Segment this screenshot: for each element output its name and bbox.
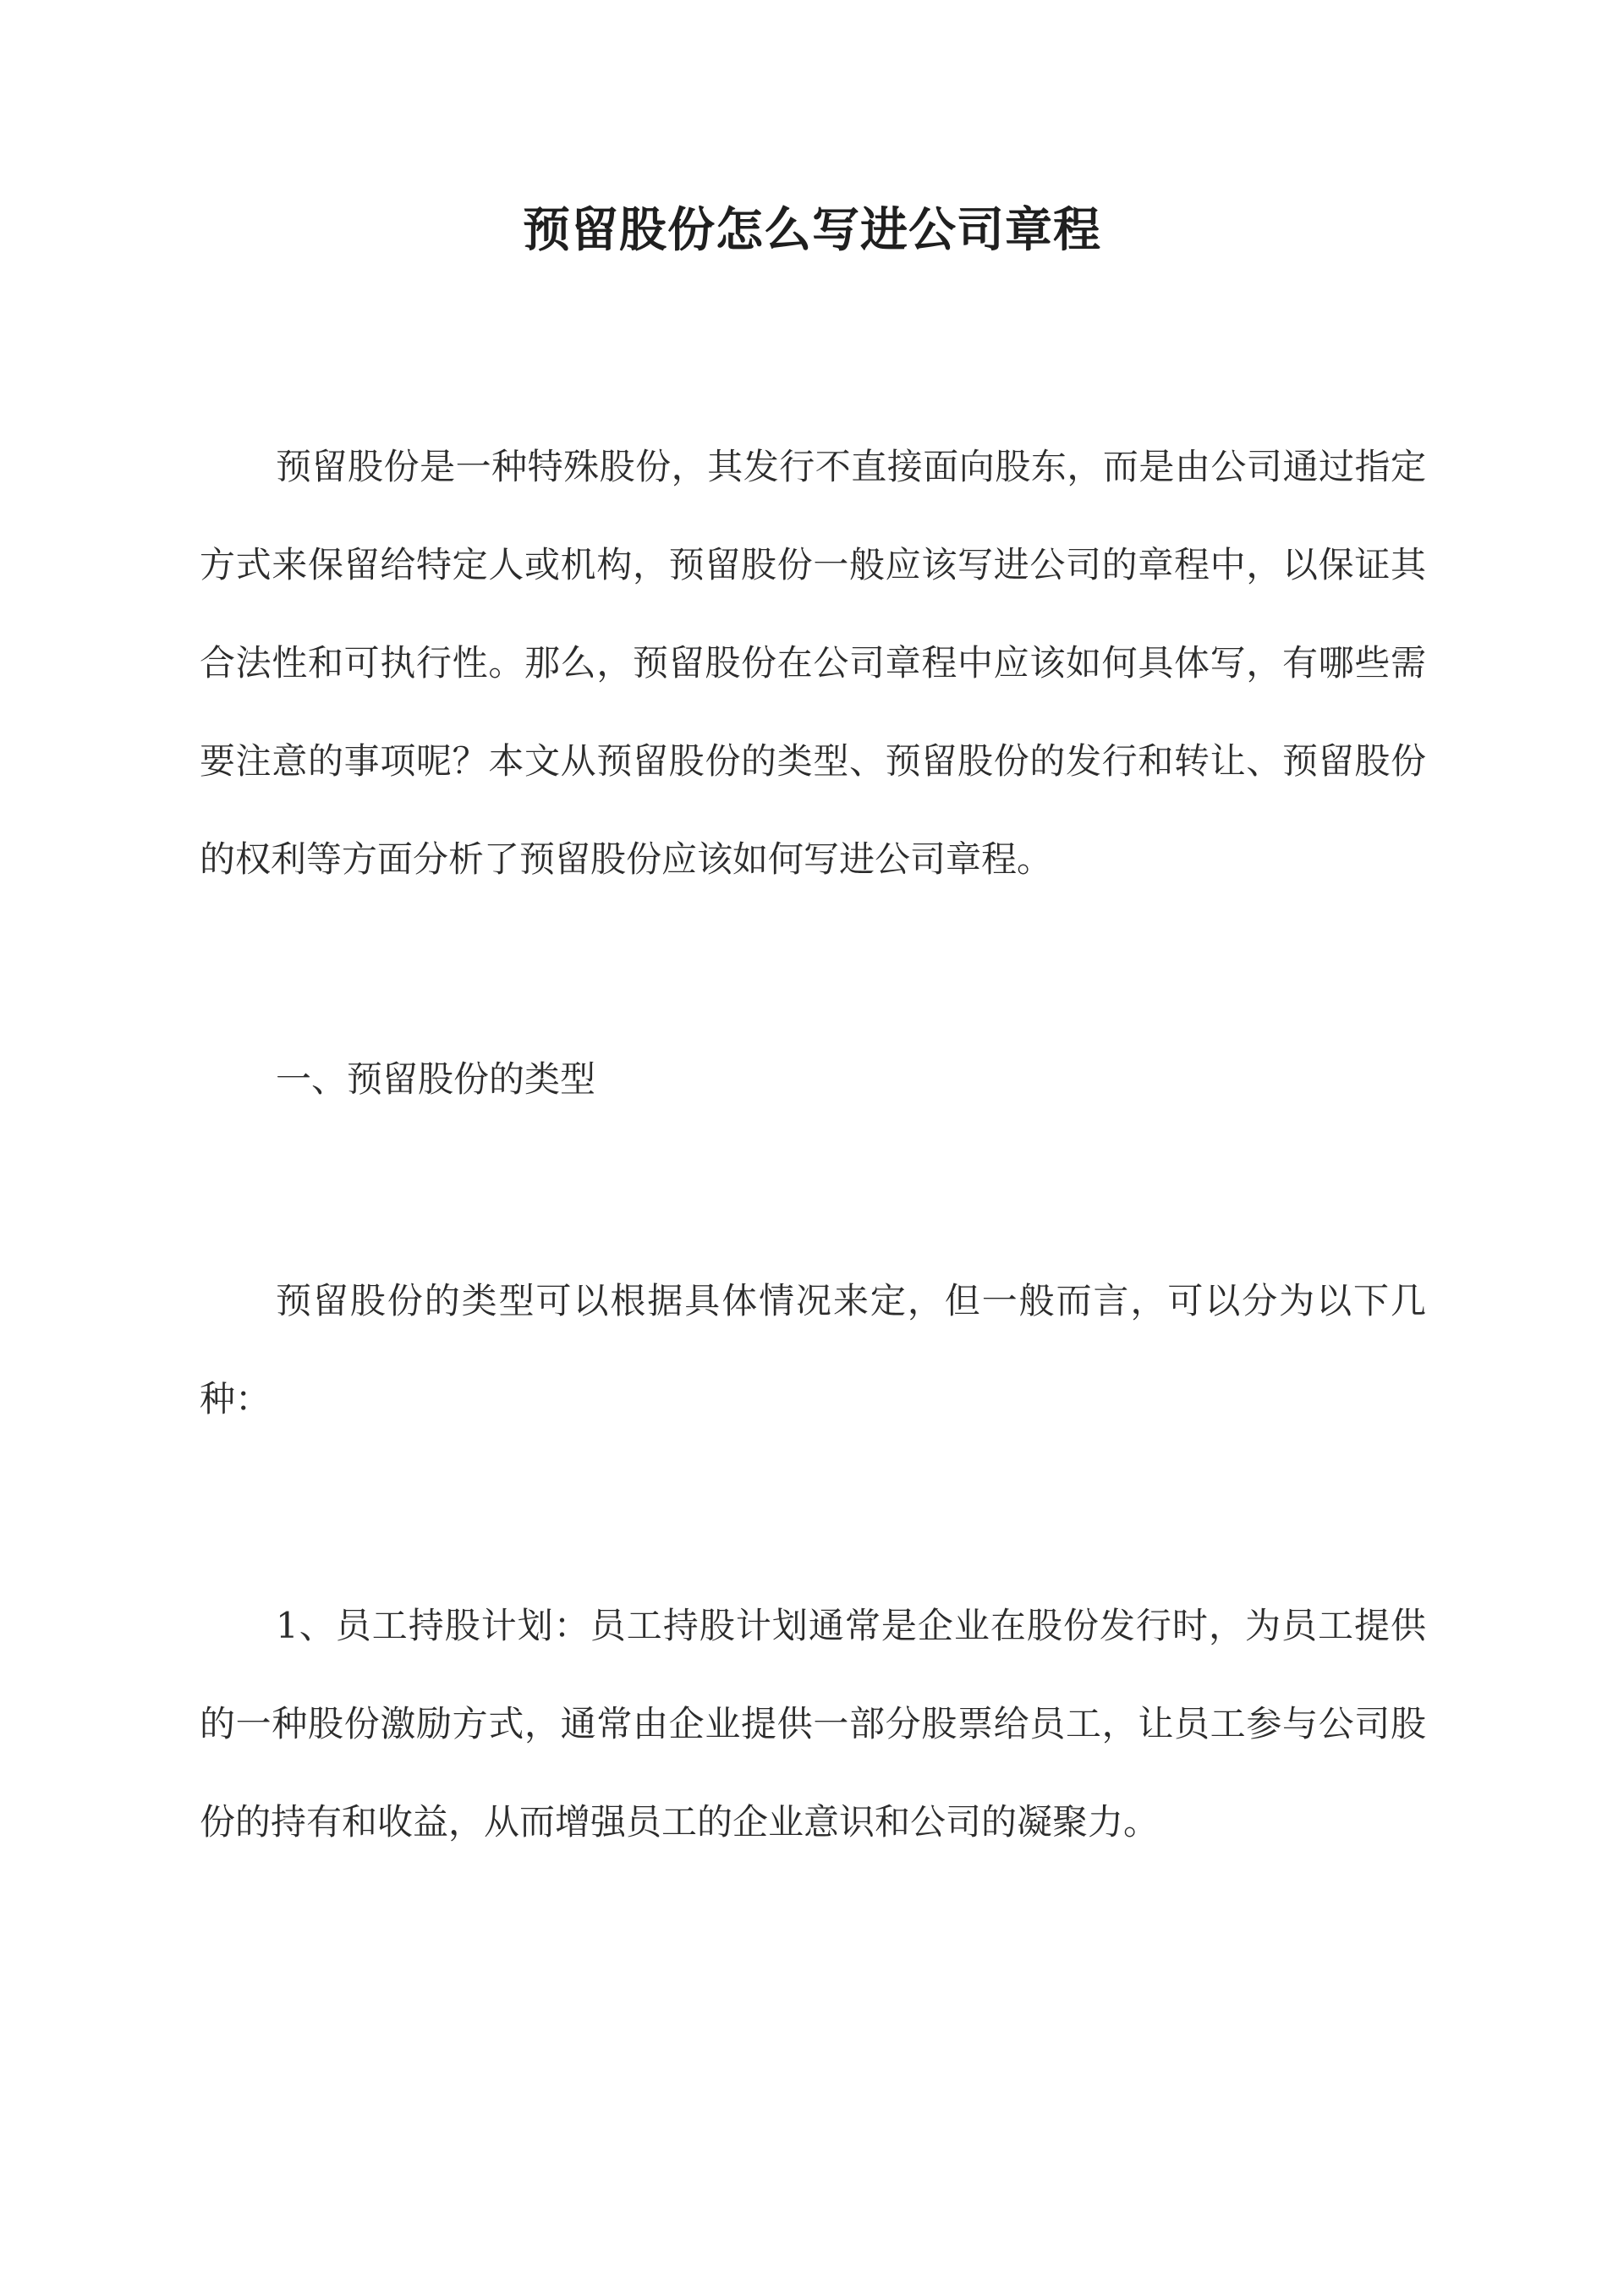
section-paragraph: 预留股份的类型可以根据具体情况来定，但一般而言，可以分为以下几种： <box>200 1280 1426 1420</box>
page-title: 预留股份怎么写进公司章程 <box>523 202 1101 258</box>
section-heading: 一、预留股份的类型 <box>276 1058 596 1100</box>
intro-paragraph: 预留股份是一种特殊股份，其发行不直接面向股东，而是由公司通过指定方式来保留给特定人或机构，预留股份一般应该写进公司的章程中，以保证其合法性和可执行性。那么，预留股份在公司章程中应该如何具体写，有哪些需要注意的事项呢？本文从预留股份的类型、预留股份的发行和转让、预留股份的权利等方面分析了预留股份应该如何写进公司章程。 <box>200 446 1426 880</box>
list-item-paragraph: 1、员工持股计划：员工持股计划通常是企业在股份发行时，为员工提供的一种股份激励方式，通常由企业提供一部分股票给员工，让员工参与公司股份的持有和收益，从而增强员工的企业意识和公司的凝聚力。 <box>200 1605 1426 1843</box>
